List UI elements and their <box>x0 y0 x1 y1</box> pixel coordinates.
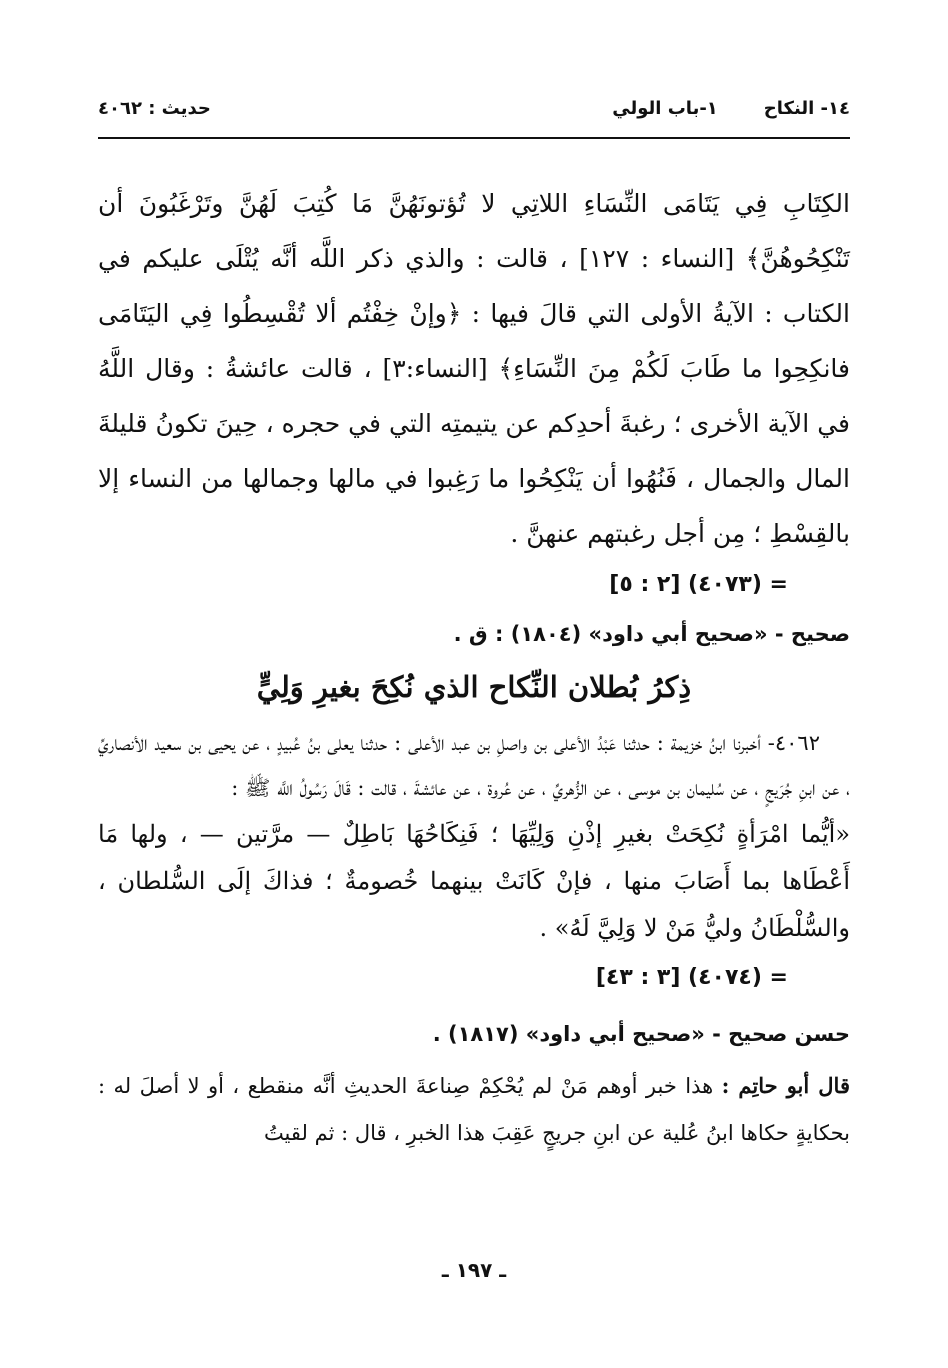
continuation-paragraph: الكِتَابِ فِي يَتَامَى النِّسَاءِ اللاتِي لا تُؤتونَهُنَّ مَا كُتِبَ لَهُنَّ وتَرْغَبُونَ أن تَنْكِحُوهُنَّ﴾ [النساء : ١٢٧] ، قالت : والذي ذكر اللَّه أنَّه يُتْلَى عليكم في الكتاب : الآيةُ الأولى التي قالَ فيها : ﴿وإنْ خِفْتُم ألا تُقْسِطُوا فِي اليَتَامَى فانكِحِوا ما طَابَ لَكُمْ مِنَ النِّسَاءِ﴾ [النساء:٣] ، قالت عائشةُ : وقال اللَّهُ في الآية الأخرى ؛ رغبةَ أحدِكم عن يتيمتِه التي في حجره ، حِينَ تكونُ قليلةَ المال والجمال ، فَنُهُوا أن يَنْكِحُوا ما رَغِبوا في مالها وجمالها من النساء إلا بالقِسْطِ ؛ مِن أجل رغبتهم عنهنَّ . <box>98 189 850 548</box>
grading-4074: حسن صحيح - «صحيح أبي داود» (١٨١٧) . <box>432 1022 850 1046</box>
hadith-number: ٤٠٦٢- <box>767 731 820 755</box>
commentary-paragraph <box>98 1062 850 1157</box>
header-hadith-range: حديث : ٤٠٦٢ <box>98 98 211 119</box>
header-section: ١-باب الولي <box>612 98 718 119</box>
commentary-lead: قال أبو حاتِم : <box>721 1073 850 1098</box>
page-number: ـ ١٩٧ ـ <box>441 1258 507 1282</box>
hadith-matn: «أيُّما امْرَأةٍ نُكِحَتْ بغيرِ إذْنِ وَلِيِّهَا ؛ فَنِكَاحُهَا بَاطِلٌ — مرَّتين — ، ولها مَا أَعْطَاها بما أَصَابَ منها ، فإنْ كَانَتْ بينهما خُصومةٌ ؛ فذاكَ إلَى السُّلطان ، والسُّلْطَانُ وليُّ مَنْ لا وَلِيَّ لَهُ» . <box>98 820 850 942</box>
cross-reference-4074: = (٤٠٧٤) [٣ : ٤٣] <box>595 965 788 990</box>
cross-reference-4073: = (٤٠٧٣) [٢ : ٥] <box>609 572 788 597</box>
hadith-isnad <box>98 721 850 811</box>
header-chapter-section <box>612 98 850 119</box>
header-chapter: ١٤- النكاح <box>763 98 850 119</box>
isnad-text: أخبرنا ابنُ خزيمة : حدثنا عَبْدُ الأعلى بن واصلِ بن عبد الأعلى : حدثنا يعلى بنُ عُبيدٍ ، عن يحيى بن سعيد الأنصاريِّ ، عن ابنِ جُرَيجٍ ، عن سُليمان بن موسى ، عن الزُّهريِّ ، عن عُروة ، عن عائشةَ ، قالت : قَالَ رَسُولُ اللَّه ﷺ : <box>98 731 850 800</box>
page-body <box>98 176 850 1157</box>
commentary-text: هذا خبر أوهم مَنْ لم يُحْكِمْ صِناعةَ الحديثِ أنَّه منقطع ، أو لا أصلَ له : بحكايةٍ حكاها ابنُ عُلية عن ابنِ جريجٍ عَقِبَ هذا الخبرِ ، قال : ثم لقيتُ <box>98 1074 850 1145</box>
chapter-heading: ذِكرُ بُطلان النِّكاح الذي نُكِحَ بغيرِ وَلِيٍّ <box>256 670 692 704</box>
grading-4073: صحيح - «صحيح أبي داود» (١٨٠٤) : ق . <box>453 622 850 646</box>
header-rule <box>98 137 850 139</box>
running-header <box>98 98 850 130</box>
